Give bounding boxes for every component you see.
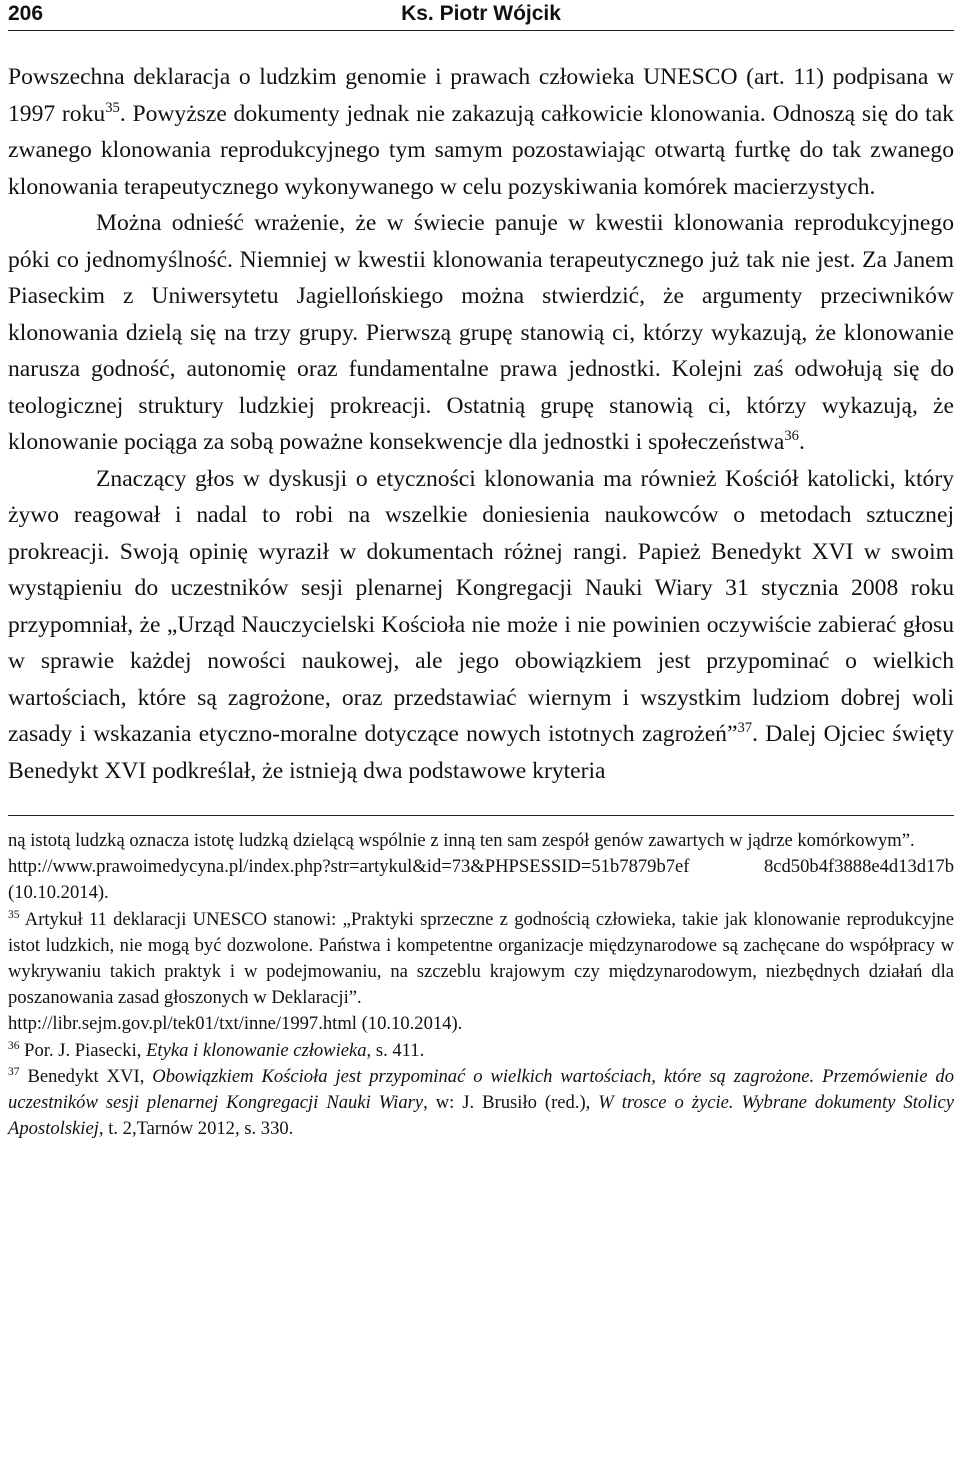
paragraph-3-text-cont: . Dalej Ojciec święty Benedykt XVI podkreślał, że istnieją dwa podstawowe kryteria: [8, 721, 954, 784]
footnote-ref-37: 37: [737, 719, 753, 736]
footnote-ref-36: 36: [784, 427, 799, 444]
paragraph-3-text: Znaczący głos w dyskusji o etyczności klonowania ma również Kościół katolicki, który żywo reagował i nadal to robi na wszelkie doniesienia naukowców o metodach sztucznej prokreacji. Swoją opinię wyraził w dokumentach różnej rangi. Papież Benedykt XVI w swoim wystąpieniu do uczestników sesji plenarnej Kongregacji Nauki Wiary 31 stycznia 2008 roku przypomniał, że „Urząd Nauczycielski Kościoła nie może i nie powinien oczywiście zabierać głosu w sprawie każdej nowości naukowej, ale jego obowiązkiem jest przypominać o wielkich wartościach, które są zagrożone, oraz przedstawiać wiernym i wszystkim ludziom dobrej woli zasady i wskazania etyczno-moralne dotyczące nowych istotnych zagrożeń”: [8, 465, 954, 747]
paragraph-3: [8, 461, 954, 790]
running-head: [8, 0, 954, 31]
footnote-35-url: [8, 1011, 954, 1037]
footnote-35: [8, 907, 954, 1012]
page-number: 206: [8, 2, 44, 25]
footnote-37: [8, 1064, 954, 1143]
paragraph-2-text-cont: .: [798, 429, 805, 455]
footnote-36-text: Por. J. Piasecki,: [19, 1039, 147, 1061]
footnote-36: [8, 1038, 954, 1064]
main-text: [8, 59, 954, 789]
footnote-36-title: Etyka i klonowanie człowieka: [146, 1039, 367, 1061]
footnote-37-author: Benedykt XVI,: [19, 1065, 153, 1087]
footnote-continued-url: [8, 854, 954, 906]
paragraph-1: [8, 59, 954, 205]
paragraph-1-text: Powszechna deklaracja o ludzkim genomie i prawach człowieka UNESCO (art. 11) podpisana w 1997 roku: [8, 64, 954, 127]
paragraph-2-text: Można odnieść wrażenie, że w świecie panuje w kwestii klonowania reprodukcyjnego póki co jednomyślność. Niemniej w kwestii klonowania terapeutycznego już tak nie jest. Za Janem Piaseckim z Uniwersytetu Jagiellońskiego można stwierdzić, że argumenty przeciwników klonowania dzielą się na trzy grupy. Pierwszą grupę stanowią ci, którzy wykazują, że klonowanie narusza godność, autonomię oraz fundamentalne prawa jednostki. Kolejni zaś odwołują się do teologicznej struktury ludzkiej prokreacji. Ostatnią grupę stanowią ci, którzy wykazują, że klonowanie pociąga za sobą poważne konsekwencje dla jednostki i społeczeństwa: [8, 210, 954, 455]
paragraph-1-text-cont: . Powyższe dokumenty jednak nie zakazują całkowicie klonowania. Odnoszą się do tak zwanego klonowania reprodukcyjnego tym samym pozostawiając otwartą furtkę do tak zwanego klonowania terapeutycznego wykonywanego w celu pozyskiwania komórek macierzystych.: [8, 100, 954, 200]
paragraph-2: [8, 205, 954, 461]
footnote-number-37: 37: [8, 1065, 20, 1078]
footnote-number-35: 35: [8, 908, 20, 921]
footnotes: [8, 828, 954, 1142]
footnote-url: http://libr.sejm.gov.pl/tek01/txt/inne/1997.html (10.10.2014).: [8, 1013, 463, 1035]
footnote-37-title: Obowiązkiem Kościoła jest przypominać o wielkich wartościach, które są zagrożone. Przemówienie do uczestników sesji plenarnej Kongregacji Nauki Wiary: [8, 1065, 955, 1114]
footnote-continued: [8, 828, 954, 854]
footnote-continued-text: ną istotą ludzką oznacza istotę ludzką dzielącą wspólnie z inną ten sam zespół genów zawartych w jądrze komórkowym”.: [8, 830, 915, 851]
footnote-36-pages: , s. 411.: [366, 1039, 425, 1061]
footnote-separator: [8, 815, 954, 816]
footnote-35-text: Artykuł 11 deklaracji UNESCO stanowi: „Praktyki sprzeczne z godnością człowieka, takie jak klonowanie reprodukcyjne istot ludzkich, nie mogą być dozwolone. Państwa i kompetentne organizacje międzynarodowe są zachęcane do współpracy w wykrywaniu takich praktyk i w podejmowaniu, na szczeblu krajowym czy międzynarodowym, niezbędnych działań dla poszanowania zasad głoszonych w Deklaracji”.: [8, 908, 954, 1009]
footnote-37-pages: , t. 2,Tarnów 2012, s. 330.: [98, 1118, 294, 1140]
footnote-37-book-title: W trosce o życie. Wybrane dokumenty Stolicy Apostolskiej: [8, 1092, 954, 1140]
footnote-ref-35: 35: [105, 99, 120, 116]
footnote-url: http://www.prawoimedycyna.pl/index.php?str=artykul&id=73&PHPSESSID=51b7879b7ef 8cd50b4f3888e4d13d17b (10.10.2014).: [8, 856, 954, 904]
page: [8, 0, 954, 1142]
footnote-number-36: 36: [8, 1039, 20, 1052]
running-title: Ks. Piotr Wójcik: [401, 2, 561, 25]
footnote-37-editor: , w: J. Brusiło (red.),: [423, 1092, 599, 1114]
